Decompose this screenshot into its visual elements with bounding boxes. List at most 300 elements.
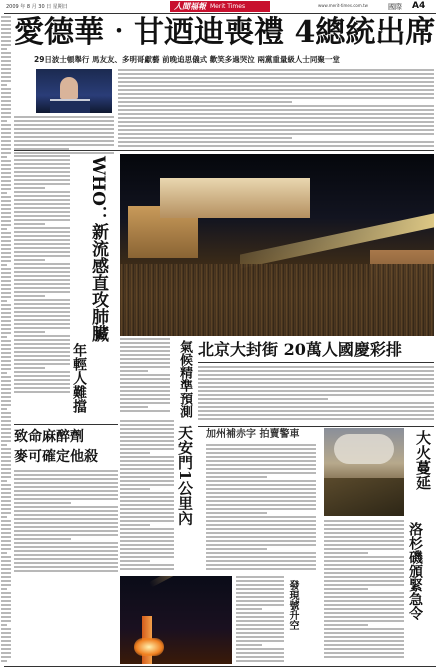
text-line [14, 295, 45, 297]
beijing-headline: 北京大封街 20萬人國慶彩排 [198, 340, 402, 359]
text-line [1, 512, 11, 514]
text-line [120, 398, 170, 400]
text-line [120, 568, 174, 570]
text-line [198, 382, 434, 384]
text-line [1, 544, 11, 546]
text-line [14, 494, 118, 496]
text-line [14, 275, 70, 277]
text-line [120, 350, 170, 352]
text-line [118, 141, 434, 143]
text-line [1, 148, 11, 150]
text-line [324, 620, 404, 622]
text-line [1, 200, 11, 202]
text-line [1, 536, 11, 538]
text-line [14, 219, 70, 221]
text-line [1, 68, 11, 70]
text-line [1, 292, 11, 294]
text-line [1, 272, 11, 274]
text-line [206, 568, 316, 570]
text-line [1, 632, 11, 634]
text-line [206, 472, 316, 474]
text-line [236, 608, 262, 610]
wildfire-photo [324, 428, 404, 516]
text-line [198, 406, 434, 408]
text-line [198, 402, 434, 404]
text-line [324, 608, 404, 610]
text-line [14, 287, 70, 289]
text-line [14, 267, 70, 269]
text-line [120, 512, 174, 514]
text-line [118, 85, 434, 87]
beijing-story-text [198, 366, 434, 424]
text-line [1, 300, 7, 302]
text-line [206, 444, 316, 446]
text-line [206, 480, 316, 482]
text-line [1, 284, 11, 286]
text-line [1, 564, 11, 566]
text-line [236, 644, 262, 646]
text-line [1, 384, 11, 386]
text-line [14, 371, 70, 373]
text-line [1, 160, 11, 162]
text-line [1, 184, 11, 186]
text-line [198, 410, 434, 412]
text-line [118, 93, 434, 95]
text-line [14, 526, 118, 528]
text-line [1, 120, 7, 122]
text-line [1, 280, 11, 282]
text-line [206, 516, 316, 518]
text-line [1, 28, 11, 30]
text-line [120, 488, 150, 490]
text-line [236, 612, 284, 614]
weather-headline: 氣候精準預測 [177, 340, 192, 418]
text-line [1, 48, 7, 50]
text-line [1, 396, 11, 398]
text-line [120, 386, 170, 388]
text-line [14, 187, 45, 189]
text-line [236, 616, 284, 618]
text-line [206, 556, 316, 558]
text-line [1, 236, 11, 238]
text-line [1, 44, 11, 46]
text-line [198, 398, 328, 400]
text-line [1, 572, 11, 574]
text-line [118, 69, 434, 71]
page-number: A4 [412, 1, 426, 11]
text-line [14, 243, 70, 245]
text-line [324, 648, 404, 650]
text-line [236, 596, 284, 598]
text-line [14, 375, 70, 377]
text-line [236, 640, 284, 642]
text-line [1, 296, 11, 298]
text-line [206, 540, 316, 542]
issue-date: 2009 年 8 月 30 日 星期日 [6, 4, 68, 10]
text-line [324, 544, 404, 546]
text-line [1, 336, 7, 338]
text-line [324, 612, 404, 614]
text-line [14, 283, 70, 285]
text-line [1, 248, 11, 250]
text-line [120, 432, 174, 434]
text-line [14, 315, 70, 317]
text-line [1, 244, 11, 246]
text-line [118, 105, 434, 107]
text-line [324, 628, 404, 630]
text-line [14, 167, 70, 169]
wildfire-story-text [324, 520, 404, 660]
section-name: 國際 [388, 3, 402, 11]
text-line [198, 370, 434, 372]
text-line [324, 584, 404, 586]
text-line [120, 552, 174, 554]
text-line [1, 468, 11, 470]
lead-headline: 愛德華‧甘迺迪喪禮 4總統出席 [14, 15, 436, 50]
text-line [120, 428, 174, 430]
text-line [14, 486, 118, 488]
text-line [14, 331, 45, 333]
text-line [236, 656, 284, 658]
text-line [324, 632, 404, 634]
text-line [120, 528, 174, 530]
text-line [206, 564, 316, 566]
who-subheadline: 年輕人難擋 [71, 343, 87, 413]
text-line [14, 136, 114, 138]
text-line [324, 624, 368, 626]
text-line [1, 608, 11, 610]
text-line [236, 628, 284, 630]
who-divider [14, 424, 118, 425]
text-line [324, 552, 368, 554]
text-line [324, 568, 404, 570]
text-line [1, 520, 11, 522]
logo-chinese: 人間福報 [174, 1, 206, 11]
text-line [1, 20, 11, 22]
text-line [1, 568, 11, 570]
text-line [206, 532, 316, 534]
text-line [120, 354, 170, 356]
text-line [324, 524, 404, 526]
text-line [1, 156, 7, 158]
text-line [324, 560, 404, 562]
text-line [1, 64, 11, 66]
text-line [1, 196, 11, 198]
text-line [14, 191, 70, 193]
text-line [206, 528, 316, 530]
text-line [14, 570, 118, 572]
text-line [120, 394, 170, 396]
text-line [1, 588, 7, 590]
text-line [1, 344, 11, 346]
text-line [120, 436, 174, 438]
text-line [324, 520, 404, 522]
text-line [324, 572, 404, 574]
text-line [324, 656, 404, 658]
text-line [120, 524, 150, 526]
text-line [14, 124, 114, 126]
text-line [206, 504, 316, 506]
text-line [14, 490, 118, 492]
text-line [120, 544, 174, 546]
lead-subheadline: 29日波士頓舉行 馬友友、多明哥獻藝 前晚追思儀式 歡笑多過哭泣 兩黨重量級人士同聚一堂 [34, 55, 340, 64]
text-line [236, 592, 284, 594]
text-line [14, 482, 118, 484]
text-line [1, 488, 11, 490]
text-line [236, 636, 284, 638]
text-line [206, 560, 316, 562]
text-line [14, 247, 70, 249]
text-line [1, 144, 11, 146]
text-line [1, 416, 11, 418]
text-line [118, 81, 434, 83]
text-line [120, 564, 174, 566]
smoke-plume [334, 434, 394, 464]
text-line [1, 364, 11, 366]
text-line [118, 73, 434, 75]
text-line [1, 388, 11, 390]
text-line [14, 255, 70, 257]
text-line [14, 199, 70, 201]
text-line [14, 231, 70, 233]
text-line [1, 376, 11, 378]
text-line [1, 264, 7, 266]
text-line [1, 516, 7, 518]
mid-divider [198, 426, 434, 427]
text-line [14, 303, 70, 305]
text-line [14, 323, 70, 325]
text-line [120, 444, 174, 446]
text-line [14, 518, 118, 520]
text-line [14, 307, 70, 309]
text-line [206, 536, 316, 538]
text-line [1, 660, 7, 662]
hillside [324, 478, 404, 516]
podium [50, 99, 90, 113]
text-line [14, 498, 118, 500]
text-line [14, 211, 70, 213]
text-line [324, 600, 404, 602]
california-headline: 加州補赤字 拍賣警車 [206, 429, 300, 440]
text-line [14, 379, 70, 381]
text-line [120, 410, 170, 412]
text-line [1, 316, 11, 318]
text-line [14, 339, 70, 341]
text-line [14, 239, 70, 241]
text-line [206, 456, 316, 458]
left-edge-text [1, 16, 11, 666]
text-line [14, 347, 70, 349]
text-line [14, 311, 70, 313]
text-line [1, 596, 11, 598]
text-line [1, 36, 11, 38]
text-line [1, 132, 11, 134]
text-line [120, 536, 174, 538]
tiananmen-story-text [120, 420, 174, 574]
text-line [120, 362, 170, 364]
text-line [14, 251, 70, 253]
text-line [14, 299, 70, 301]
text-line [1, 240, 11, 242]
beijing-rehearsal-photo [120, 154, 434, 336]
text-line [1, 328, 11, 330]
launch-flare [134, 638, 164, 656]
text-line [14, 223, 45, 225]
text-line [120, 370, 148, 372]
text-line [1, 612, 11, 614]
text-line [206, 496, 316, 498]
text-line [118, 133, 434, 135]
text-line [324, 580, 404, 582]
text-line [14, 159, 70, 161]
text-line [1, 576, 11, 578]
text-line [1, 400, 11, 402]
beijing-col-left [120, 338, 170, 414]
text-line [120, 508, 174, 510]
text-line [1, 24, 11, 26]
text-line [1, 580, 11, 582]
text-line [1, 256, 11, 258]
text-line [1, 104, 11, 106]
anesthetic-headline-b: 麥可確定他殺 [14, 449, 98, 465]
text-line [1, 408, 7, 410]
text-line [120, 456, 174, 458]
text-line [14, 120, 114, 122]
text-line [236, 620, 284, 622]
text-line [14, 195, 70, 197]
text-line [206, 452, 316, 454]
text-line [1, 444, 7, 446]
text-line [1, 56, 11, 58]
text-line [1, 380, 11, 382]
text-line [120, 520, 174, 522]
text-line [118, 125, 434, 127]
hall-building-center [160, 178, 310, 218]
discovery-headline: 發現號升空 [287, 580, 298, 630]
text-line [120, 504, 174, 506]
text-line [120, 346, 170, 348]
text-line [118, 129, 434, 131]
text-line [1, 176, 11, 178]
text-line [1, 604, 11, 606]
text-line [206, 492, 316, 494]
text-line [14, 335, 70, 337]
text-line [1, 88, 11, 90]
text-line [206, 488, 316, 490]
text-line [1, 228, 7, 230]
text-line [14, 271, 70, 273]
text-line [14, 562, 118, 564]
text-line [206, 468, 316, 470]
text-line [14, 259, 45, 261]
text-line [120, 532, 174, 534]
text-line [14, 155, 70, 157]
text-line [1, 640, 11, 642]
text-line [120, 342, 170, 344]
text-line [14, 546, 118, 548]
masthead-rule [4, 13, 436, 14]
text-line [1, 652, 11, 654]
text-line [198, 366, 434, 368]
text-line [324, 548, 404, 550]
text-line [14, 263, 70, 265]
text-line [1, 600, 11, 602]
text-line [1, 140, 11, 142]
california-story-text [206, 444, 316, 574]
text-line [206, 500, 316, 502]
text-line [1, 192, 7, 194]
text-line [1, 524, 11, 526]
text-line [14, 478, 118, 480]
text-line [1, 552, 7, 554]
text-line [120, 548, 174, 550]
text-line [1, 456, 11, 458]
text-line [14, 291, 70, 293]
text-line [14, 140, 114, 142]
text-line [1, 332, 11, 334]
text-line [14, 207, 70, 209]
text-line [120, 496, 174, 498]
text-line [1, 412, 11, 414]
text-line [14, 227, 70, 229]
text-line [236, 584, 284, 586]
discovery-launch-photo [120, 576, 232, 664]
text-line [1, 504, 11, 506]
text-line [14, 514, 118, 516]
text-line [1, 188, 11, 190]
text-line [1, 392, 11, 394]
text-line [118, 109, 434, 111]
text-line [118, 77, 434, 79]
funeral-photo [36, 69, 112, 113]
text-line [120, 390, 170, 392]
text-line [1, 480, 7, 482]
text-line [14, 510, 118, 512]
newspaper-logo [170, 1, 270, 12]
text-line [120, 378, 170, 380]
text-line [1, 180, 11, 182]
text-line [324, 532, 404, 534]
text-line [120, 500, 174, 502]
text-line [324, 652, 404, 654]
text-line [120, 338, 170, 340]
text-line [198, 378, 434, 380]
text-line [324, 528, 404, 530]
text-line [324, 556, 404, 558]
launch-trail [149, 576, 222, 588]
masthead [0, 0, 440, 14]
text-line [120, 448, 174, 450]
text-line [1, 260, 11, 262]
text-line [118, 101, 292, 103]
text-line [14, 522, 118, 524]
text-line [120, 560, 150, 562]
text-line [1, 16, 11, 18]
text-line [206, 512, 267, 514]
text-line [324, 540, 404, 542]
text-line [118, 89, 434, 91]
text-line [1, 212, 11, 214]
text-line [14, 367, 45, 369]
text-line [1, 340, 11, 342]
text-line [324, 640, 404, 642]
text-line [206, 460, 316, 462]
text-line [1, 372, 7, 374]
left-column-text-top [14, 116, 114, 156]
text-line [1, 308, 11, 310]
text-line [1, 164, 11, 166]
text-line [206, 548, 267, 550]
